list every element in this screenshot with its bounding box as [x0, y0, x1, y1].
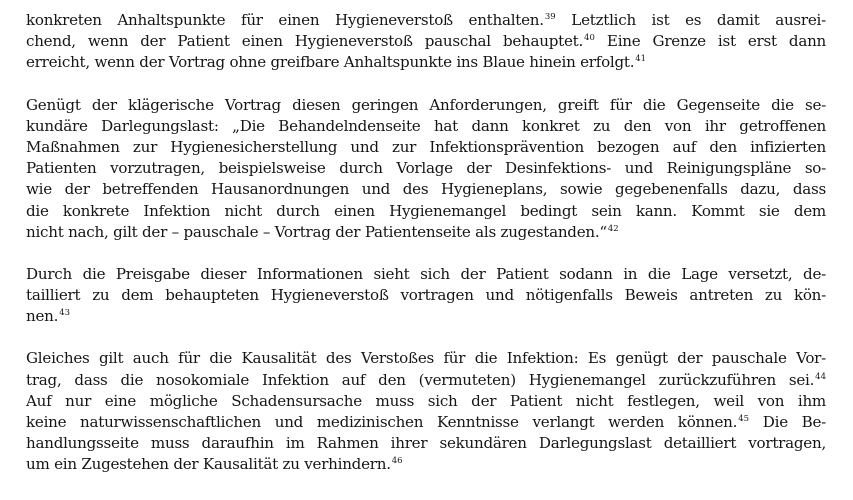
paragraph — [26, 10, 826, 74]
paragraph-gap — [26, 74, 826, 95]
footnote-ref[interactable]: 41 — [635, 54, 647, 65]
footnote-ref[interactable]: 45 — [738, 414, 750, 424]
text-line: keine naturwissenschaftlichen und medizinischen Kenntnisse verlangt werden können.$^{45}$ Die Be- — [26, 413, 826, 431]
text-line: trag, dass die nosokomiale Infektion auf den (vermuteten) Hygienemangel zurückzuführen sei.$^{44}$ — [26, 370, 826, 389]
text-line: chend, wenn der Patient einen Hygieneverstoß pauschal behauptet.$^{40}$ Eine Grenze ist erst dann — [26, 32, 827, 51]
text-line: Gleiches gilt auch für die Kausalität des Verstoßes für die Infektion: Es genügt der pauschale Vor- — [26, 349, 826, 368]
text-line: die konkrete Infektion nicht durch einen Hygienemangel bedingt sein kann. Kommt sie dem — [26, 201, 826, 220]
text-line: handlungsseite muss daraufhin im Rahmen ihrer sekundären Darlegungslast detailliert vortragen, — [26, 434, 826, 453]
text-line: Auf nur eine mögliche Schadensursache muss sich der Patient nicht festlegen, weil von ihm — [26, 391, 826, 410]
footnote-ref[interactable]: 44 — [815, 371, 826, 382]
text-line: Patienten vorzutragen, beispielsweise durch Vorlage der Desinfektions- und Reinigungspläne so- — [26, 159, 826, 178]
text-line: um ein Zugestehen der Kausalität zu verhindern.$^{46}$ — [26, 455, 403, 474]
document-page — [26, 10, 826, 476]
footnote-ref[interactable]: 42 — [607, 223, 619, 234]
paragraph-gap — [26, 243, 826, 264]
paragraph — [26, 348, 826, 475]
text-line: kundäre Darlegungslast: „Die Behandelndenseite hat dann konkret zu den von ihr getroffenen — [26, 116, 826, 135]
paragraph — [26, 95, 826, 243]
paragraph-gap — [26, 327, 826, 348]
text-line: konkreten Anhaltspunkte für einen Hygieneverstoß enthalten.$^{39}$ Letztlich ist es damit ausrei- — [26, 11, 826, 29]
text-line: Durch die Preisgabe dieser Informationen sieht sich der Patient sodann in die Lage versetzt, de- — [26, 264, 826, 283]
text-line: erreicht, wenn der Vortrag ohne greifbare Anhaltspunkte ins Blaue hinein erfolgt.$^{41}$ — [26, 53, 647, 72]
footnote-ref[interactable]: 46 — [391, 456, 403, 467]
text-line: Maßnahmen zur Hygienesicherstellung und zur Infektionsprävention bezogen auf den infizierten — [26, 137, 826, 156]
footnote-ref[interactable]: 39 — [544, 12, 556, 22]
text-line: nen.$^{43}$ — [26, 307, 71, 326]
text-line: tailliert zu dem behaupteten Hygieneverstoß vortragen und nötigenfalls Beweis antreten zu kön- — [26, 286, 826, 305]
text-line: wie der betreffenden Hausanordnungen und des Hygieneplans, sowie gegebenenfalls dazu, dass — [26, 180, 826, 199]
text-line: Genügt der klägerische Vortrag diesen geringen Anforderungen, greift für die Gegenseite die se- — [26, 95, 826, 114]
footnote-ref[interactable]: 40 — [584, 33, 595, 44]
paragraph — [26, 264, 826, 328]
footnote-ref[interactable]: 43 — [59, 308, 71, 319]
text-line: nicht nach, gilt der – pauschale – Vortrag der Patientenseite als zugestanden.“$^{42}$ — [26, 222, 619, 241]
